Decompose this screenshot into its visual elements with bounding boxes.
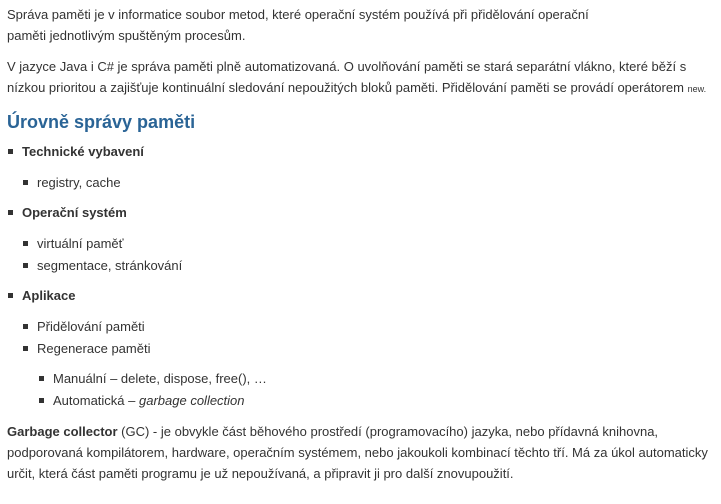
list-item xyxy=(7,391,714,411)
level-title: Aplikace xyxy=(22,288,76,303)
section-heading: Úrovně správy paměti xyxy=(7,112,196,132)
square-bullet-icon xyxy=(39,398,44,403)
gc-paragraph xyxy=(7,421,714,484)
level-title: Technické vybavení xyxy=(22,144,144,159)
intro-paragraph-2-text: V jazyce Java i C# je správa paměti plně automatizovaná. O uvolňování paměti se stará separátní vlákno, které běží s nízkou prioritou a zajišťuje kontinuální sledování nepoužitých bloků paměti. Přidělování paměti se provádí operátorem xyxy=(7,59,687,95)
list-item xyxy=(7,256,714,276)
list-item-label: segmentace, stránkování xyxy=(37,258,183,273)
square-bullet-icon xyxy=(8,149,13,154)
list-item xyxy=(7,369,714,389)
level-os xyxy=(7,203,714,276)
list-item xyxy=(7,203,714,223)
list-item xyxy=(7,142,714,162)
sub-list xyxy=(7,234,714,276)
new-operator-code: new. xyxy=(687,84,707,94)
list-item-label: virtuální paměť xyxy=(37,236,124,251)
square-bullet-icon xyxy=(23,346,28,351)
list-item-label: Manuální – delete, dispose, free(), … xyxy=(53,371,267,386)
list-item xyxy=(7,317,714,337)
list-item xyxy=(7,339,714,359)
sub-list xyxy=(7,317,714,411)
sub-list xyxy=(7,173,714,193)
level-hardware xyxy=(7,142,714,193)
list-item-label: Přidělování paměti xyxy=(37,319,145,334)
square-bullet-icon xyxy=(23,263,28,268)
list-item xyxy=(7,234,714,254)
square-bullet-icon xyxy=(23,324,28,329)
square-bullet-icon xyxy=(23,180,28,185)
list-item xyxy=(7,286,714,306)
list-item-label: Automatická – xyxy=(53,393,139,408)
list-item-label: Regenerace paměti xyxy=(37,341,151,356)
square-bullet-icon xyxy=(8,210,13,215)
square-bullet-icon xyxy=(8,293,13,298)
gc-term: Garbage collector xyxy=(7,424,118,439)
intro-paragraph-2 xyxy=(7,56,714,100)
list-item-label: registry, cache xyxy=(37,175,121,190)
square-bullet-icon xyxy=(23,241,28,246)
list-item-emphasis: garbage collection xyxy=(139,393,245,408)
nested-sub-list xyxy=(7,369,714,411)
level-title: Operační systém xyxy=(22,205,127,220)
gc-description: (GC) - je obvykle část běhového prostředí (programovacího) jazyka, nebo přídavná knihovna, podporovaná kompilátorem, hardware, operačním systémem, nebo jakoukoli kombinací těchto tří. Má za úkol automaticky určit, která část paměti programu je už nepoužívaná, a připravit ji pro další znovupoužití. xyxy=(7,424,708,481)
square-bullet-icon xyxy=(39,376,44,381)
level-application xyxy=(7,286,714,411)
list-item xyxy=(7,173,714,193)
intro-paragraph-1: Správa paměti je v informatice soubor metod, které operační systém používá při přidělování operační paměti jednotlivým spuštěným procesům. xyxy=(7,7,589,43)
